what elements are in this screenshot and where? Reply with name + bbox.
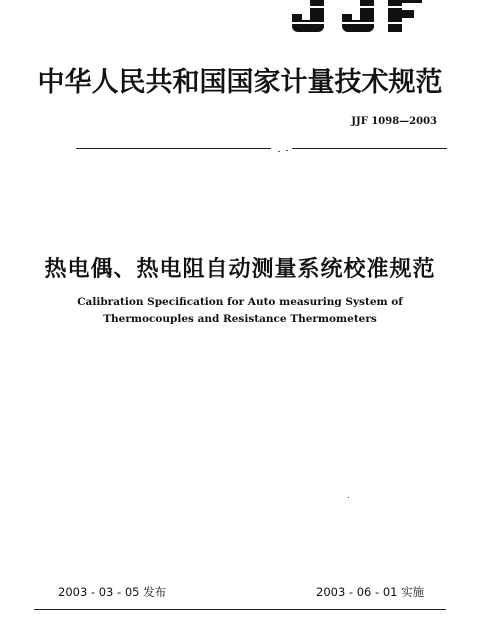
jjf-logo bbox=[288, 0, 428, 34]
jjf-logo-graphic bbox=[288, 0, 428, 34]
standard-code: JJF 1098—2003 bbox=[351, 116, 437, 127]
scan-speck bbox=[278, 151, 280, 152]
scan-speck bbox=[348, 497, 349, 498]
implementation-date: 2003 - 06 - 01 实施 bbox=[316, 585, 425, 599]
issuing-authority-heading: 中华人民共和国国家计量技术规范 bbox=[37, 67, 443, 98]
document-title-chinese: 热电偶、热电阻自动测量系统校准规范 bbox=[44, 257, 436, 282]
scan-speck bbox=[286, 150, 288, 151]
header-divider-left bbox=[76, 148, 271, 149]
title-english-line-2: Thermocouples and Resistance Thermometers bbox=[103, 313, 377, 325]
title-english-line-1: Calibration Specification for Auto measuring System of bbox=[77, 296, 403, 308]
footer-divider bbox=[34, 609, 446, 610]
document-title-english bbox=[0, 294, 480, 328]
header-divider-right bbox=[292, 148, 447, 149]
issue-date: 2003 - 03 - 05 发布 bbox=[58, 585, 167, 599]
